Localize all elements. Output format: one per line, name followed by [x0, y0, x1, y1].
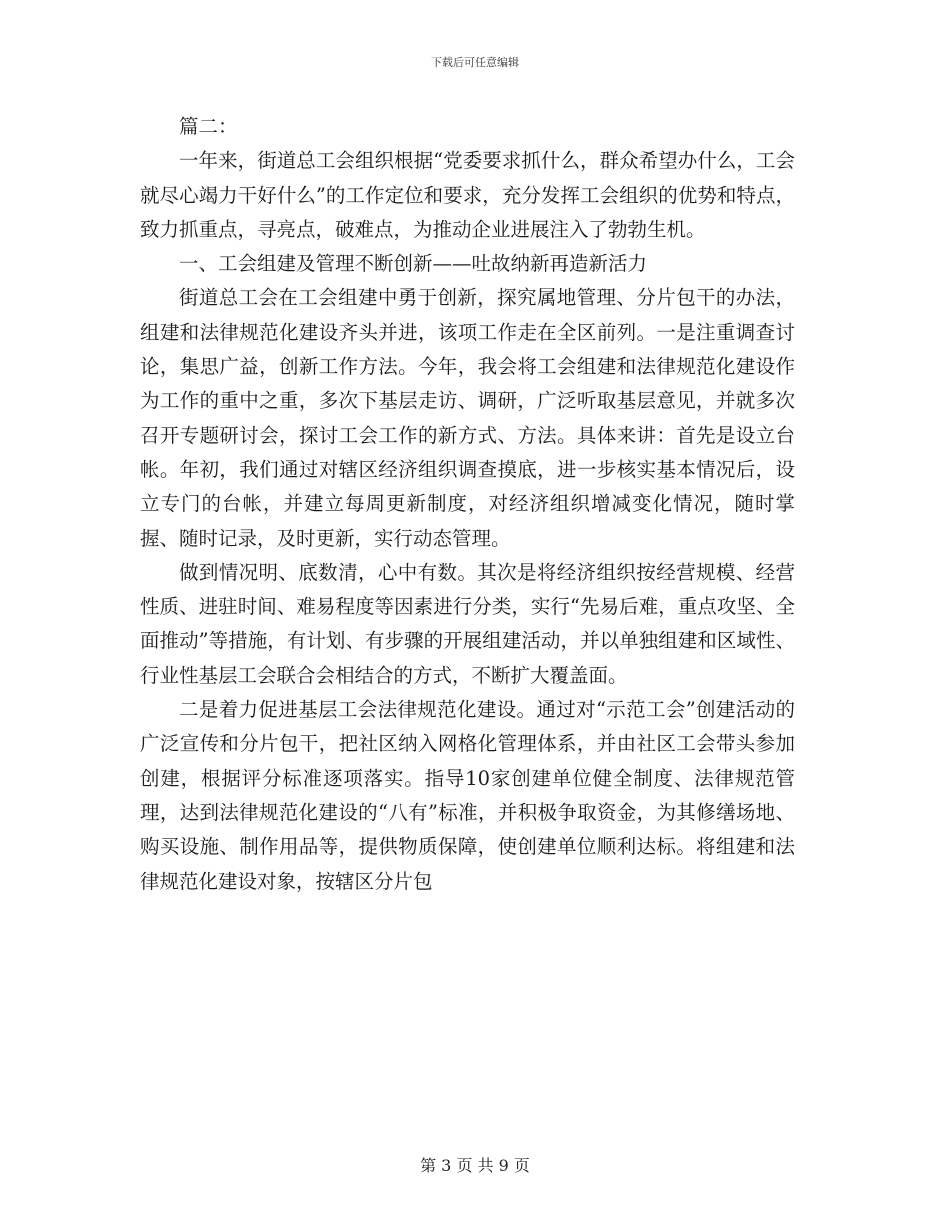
- paragraph: 二是着力促进基层工会法律规范化建设。通过对“示范工会”创建活动的广泛宣传和分片包干，把社区纳入网格化管理体系，并由社区工会带头参加创建，根据评分标准逐项落实。指导10家创建单位健全制度、法律规范管理，达到法律规范化建设的“八有”标准，并积极争取资金，为其修缮场地、购买设施、制作用品等，提供物质保障，使创建单位顺利达标。将组建和法律规范化建设对象，按辖区分片包: [140, 698, 795, 893]
- document-body: [140, 110, 795, 899]
- paragraph: 一年来，街道总工会组织根据“党委要求抓什么，群众希望办什么，工会就尽心竭力干好什么”的工作定位和要求，充分发挥工会组织的优势和特点，致力抓重点，寻亮点，破难点，为推动企业进展注入了勃勃生机。: [140, 149, 795, 241]
- page-number: 第 3 页 共 9 页: [420, 1156, 530, 1175]
- paragraph: 做到情况明、底数清，心中有数。其次是将经济组织按经营规模、经营性质、进驻时间、难易程度等因素进行分类，实行“先易后难，重点攻坚、全面推动”等措施，有计划、有步骤的开展组建活动，并以单独组建和区域性、行业性基层工会联合会相结合的方式，不断扩大覆盖面。: [140, 560, 795, 687]
- paragraph: 街道总工会在工会组建中勇于创新，探究属地管理、分片包干的办法，组建和法律规范化建设齐头并进，该项工作走在全区前列。一是注重调查讨论，集思广益，创新工作方法。今年，我会将工会组建和法律规范化建设作为工作的重中之重，多次下基层走访、调研，广泛听取基层意见，并就多次召开专题研讨会，探讨工会工作的新方式、方法。具体来讲：首先是设立台帐。年初，我们通过对辖区经济组织调查摸底，进一步核实基本情况后，设立专门的台帐，并建立每周更新制度，对经济组织增减变化情况，随时掌握、随时记录，及时更新，实行动态管理。: [140, 286, 795, 550]
- page-footer: [0, 1153, 950, 1176]
- subsection-heading: 一、工会组建及管理不断创新——吐故纳新再造新活力: [179, 252, 648, 276]
- header-note: 下载后可任意编辑: [431, 56, 519, 69]
- section-heading: 篇二：: [179, 115, 238, 138]
